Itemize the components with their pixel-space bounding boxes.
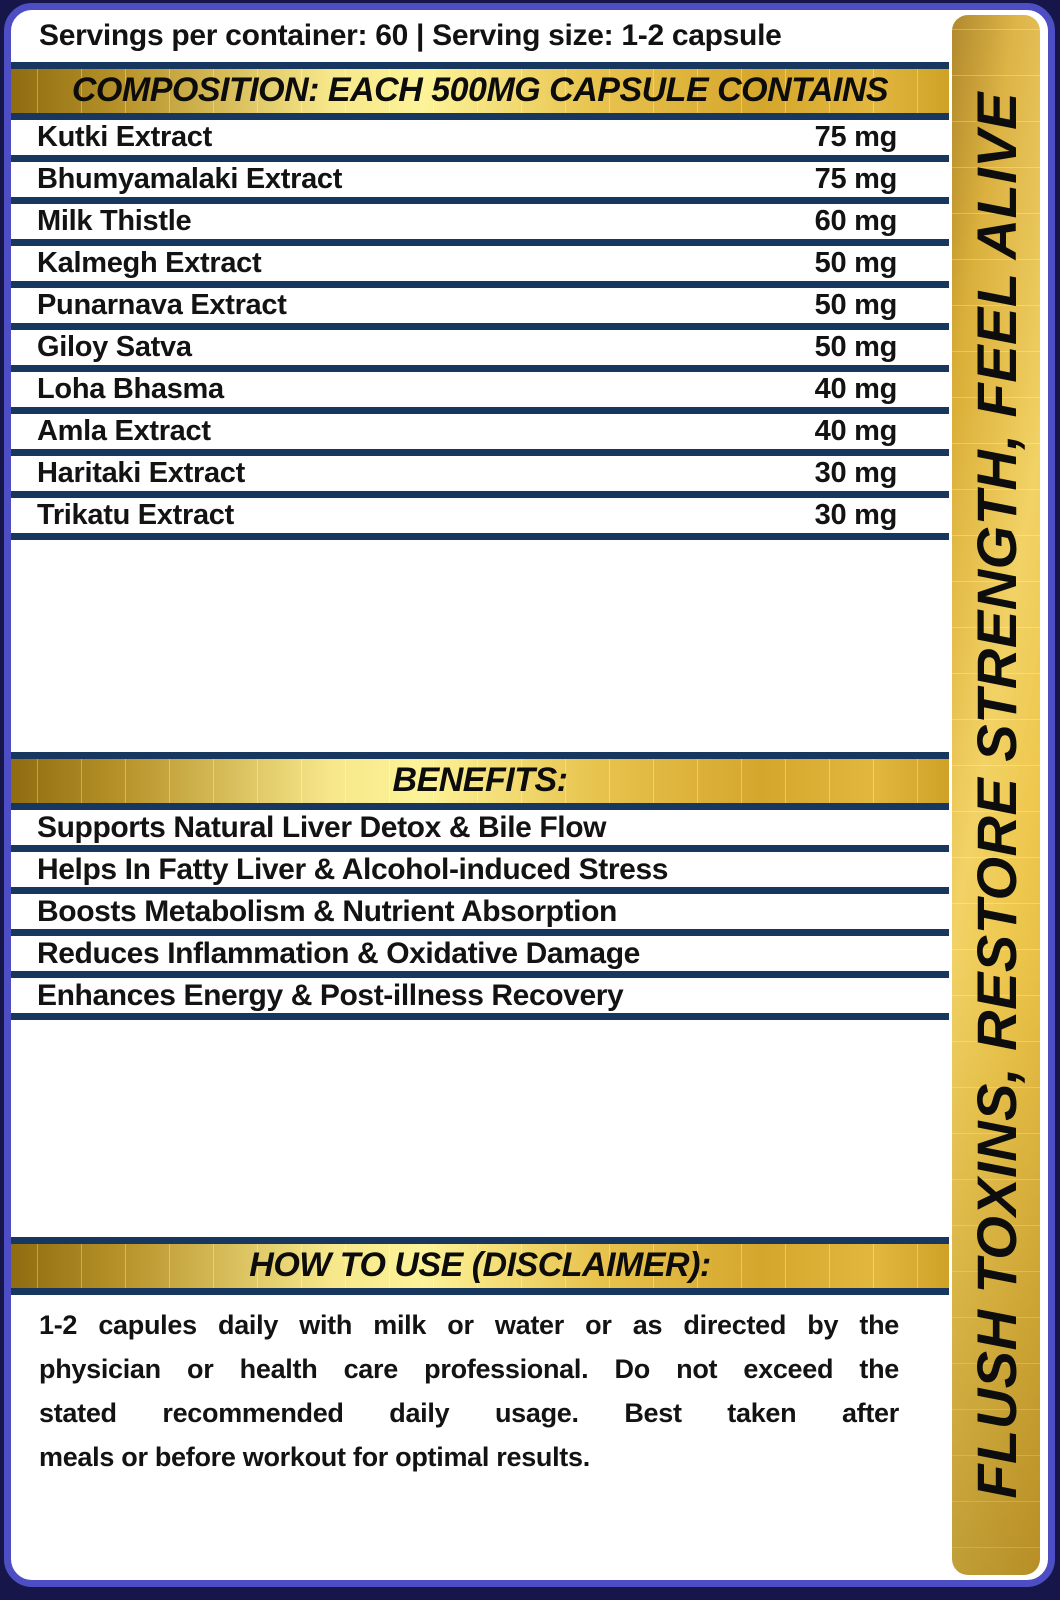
- benefit-item: [11, 852, 949, 894]
- how-to-use-text-line: stated recommended daily usage. Best taken after: [39, 1398, 899, 1428]
- ingredient-name: Kalmegh Extract: [37, 247, 262, 279]
- ingredient-amount: 40 mg: [814, 373, 897, 405]
- ingredient-row: [11, 330, 949, 372]
- ingredient-amount: 30 mg: [814, 499, 897, 531]
- label-main-column: [11, 10, 949, 1479]
- composition-title: COMPOSITION: EACH 500MG CAPSULE CONTAINS: [71, 70, 889, 109]
- ingredient-name: Giloy Satva: [37, 331, 192, 363]
- ingredient-amount: 75 mg: [814, 121, 897, 153]
- spacer: [11, 540, 949, 752]
- benefit-item: [11, 978, 949, 1020]
- spacer: [11, 1020, 949, 1237]
- ingredient-name: Loha Bhasma: [37, 373, 224, 405]
- ingredient-row: [11, 162, 949, 204]
- ingredient-row: [11, 456, 949, 498]
- benefit-item: [11, 936, 949, 978]
- ingredient-row: [11, 120, 949, 162]
- how-to-use-banner: [11, 1237, 949, 1295]
- ingredient-table: [11, 120, 949, 540]
- benefits-title: BENEFITS:: [392, 760, 568, 799]
- ingredient-amount: 40 mg: [814, 415, 897, 447]
- composition-banner: [11, 62, 949, 120]
- ingredient-name: Punarnava Extract: [37, 289, 287, 321]
- ingredient-name: Trikatu Extract: [37, 499, 234, 531]
- ingredient-row: [11, 288, 949, 330]
- ingredient-row: [11, 372, 949, 414]
- benefit-item: [11, 810, 949, 852]
- benefits-list: [11, 810, 949, 1020]
- ingredient-row: [11, 498, 949, 540]
- benefits-banner: [11, 752, 949, 810]
- ingredient-amount: 60 mg: [814, 205, 897, 237]
- ingredient-amount: 50 mg: [814, 331, 897, 363]
- sidebar-strip: [952, 15, 1040, 1575]
- benefit-item: [11, 894, 949, 936]
- ingredient-name: Bhumyamalaki Extract: [37, 163, 343, 195]
- benefit-item-label: Reduces Inflammation & Oxidative Damage: [37, 936, 640, 970]
- label-panel: [4, 3, 1055, 1587]
- ingredient-name: Haritaki Extract: [37, 457, 245, 489]
- ingredient-name: Kutki Extract: [37, 121, 212, 153]
- ingredient-amount: 30 mg: [814, 457, 897, 489]
- benefit-item-label: Helps In Fatty Liver & Alcohol-induced Stress: [37, 852, 669, 886]
- ingredient-amount: 75 mg: [814, 163, 897, 195]
- ingredient-amount: 50 mg: [814, 247, 897, 279]
- ingredient-row: [11, 414, 949, 456]
- benefit-item-label: Boosts Metabolism & Nutrient Absorption: [37, 894, 617, 928]
- benefit-item-label: Enhances Energy & Post-illness Recovery: [37, 978, 624, 1012]
- ingredient-amount: 50 mg: [814, 289, 897, 321]
- ingredient-name: Amla Extract: [37, 415, 211, 447]
- how-to-use-title: HOW TO USE (DISCLAIMER):: [249, 1245, 711, 1284]
- ingredient-row: [11, 204, 949, 246]
- ingredient-name: Milk Thistle: [37, 205, 192, 237]
- how-to-use-text-line: meals or before workout for optimal results.: [39, 1442, 590, 1472]
- serving-info: Servings per container: 60 | Serving size: 1-2 capsule: [39, 19, 782, 52]
- how-to-use-text-line: physician or health care professional. Do not exceed the: [39, 1354, 899, 1384]
- how-to-use-text-line: 1-2 capules daily with milk or water or as directed by the: [39, 1310, 899, 1340]
- sidebar-tagline: FLUSH TOXINS, RESTORE STRENGTH, FEEL ALIVE: [964, 91, 1028, 1499]
- how-to-use-text: [11, 1295, 949, 1479]
- ingredient-row: [11, 246, 949, 288]
- benefit-item-label: Supports Natural Liver Detox & Bile Flow: [37, 810, 607, 844]
